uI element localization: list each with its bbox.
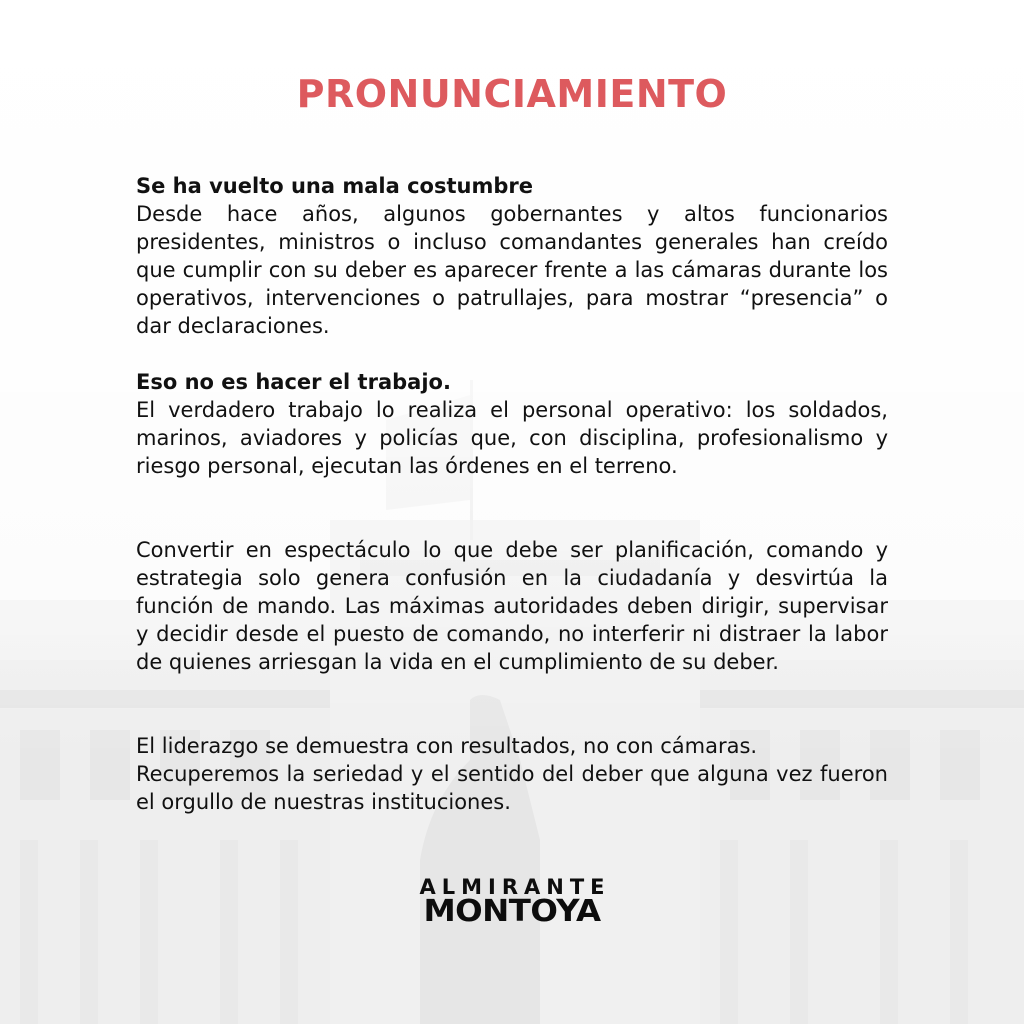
almirante-montoya-logo (380, 875, 644, 929)
section-spectacle (136, 536, 888, 676)
logo-line-montoya: MONTOYA (423, 894, 601, 929)
page-title: PRONUNCIAMIENTO (296, 72, 728, 116)
section-paragraph-first-line: El liderazgo se demuestra con resultados, no con cámaras. (136, 734, 758, 758)
section-paragraph: Recuperemos la seriedad y el sentido del deber que alguna vez fueron el orgullo de nuestras instituciones. (136, 762, 888, 814)
section-leadership (136, 732, 888, 816)
section-heading: Se ha vuelto una mala costumbre (136, 174, 533, 198)
section-not-the-job (136, 368, 888, 480)
section-bad-habit (136, 172, 888, 340)
logo-line-almirante: ALMIRANTE (419, 875, 611, 899)
section-heading: Eso no es hacer el trabajo. (136, 370, 451, 394)
section-paragraph: Convertir en espectáculo lo que debe ser planificación, comando y estrategia solo genera confusión en la ciudadanía y desvirtúa la función de mando. Las máximas autoridades deben dirigir, supervisar y decidir desde el puesto de comando, no interferir ni distraer la labor de quienes arriesgan la vida en el cumplimiento de su deber. (136, 538, 888, 674)
section-paragraph: El verdadero trabajo lo realiza el personal operativo: los soldados, marinos, aviadores y policías que, con disciplina, profesionalismo y riesgo personal, ejecutan las órdenes en el terreno. (136, 398, 888, 478)
section-paragraph: Desde hace años, algunos gobernantes y altos funcionarios presidentes, ministros o incluso comandantes generales han creído que cumplir con su deber es aparecer frente a las cámaras durante los operativos, intervenciones o patrullajes, para mostrar “presencia” o dar declaraciones. (136, 202, 888, 338)
